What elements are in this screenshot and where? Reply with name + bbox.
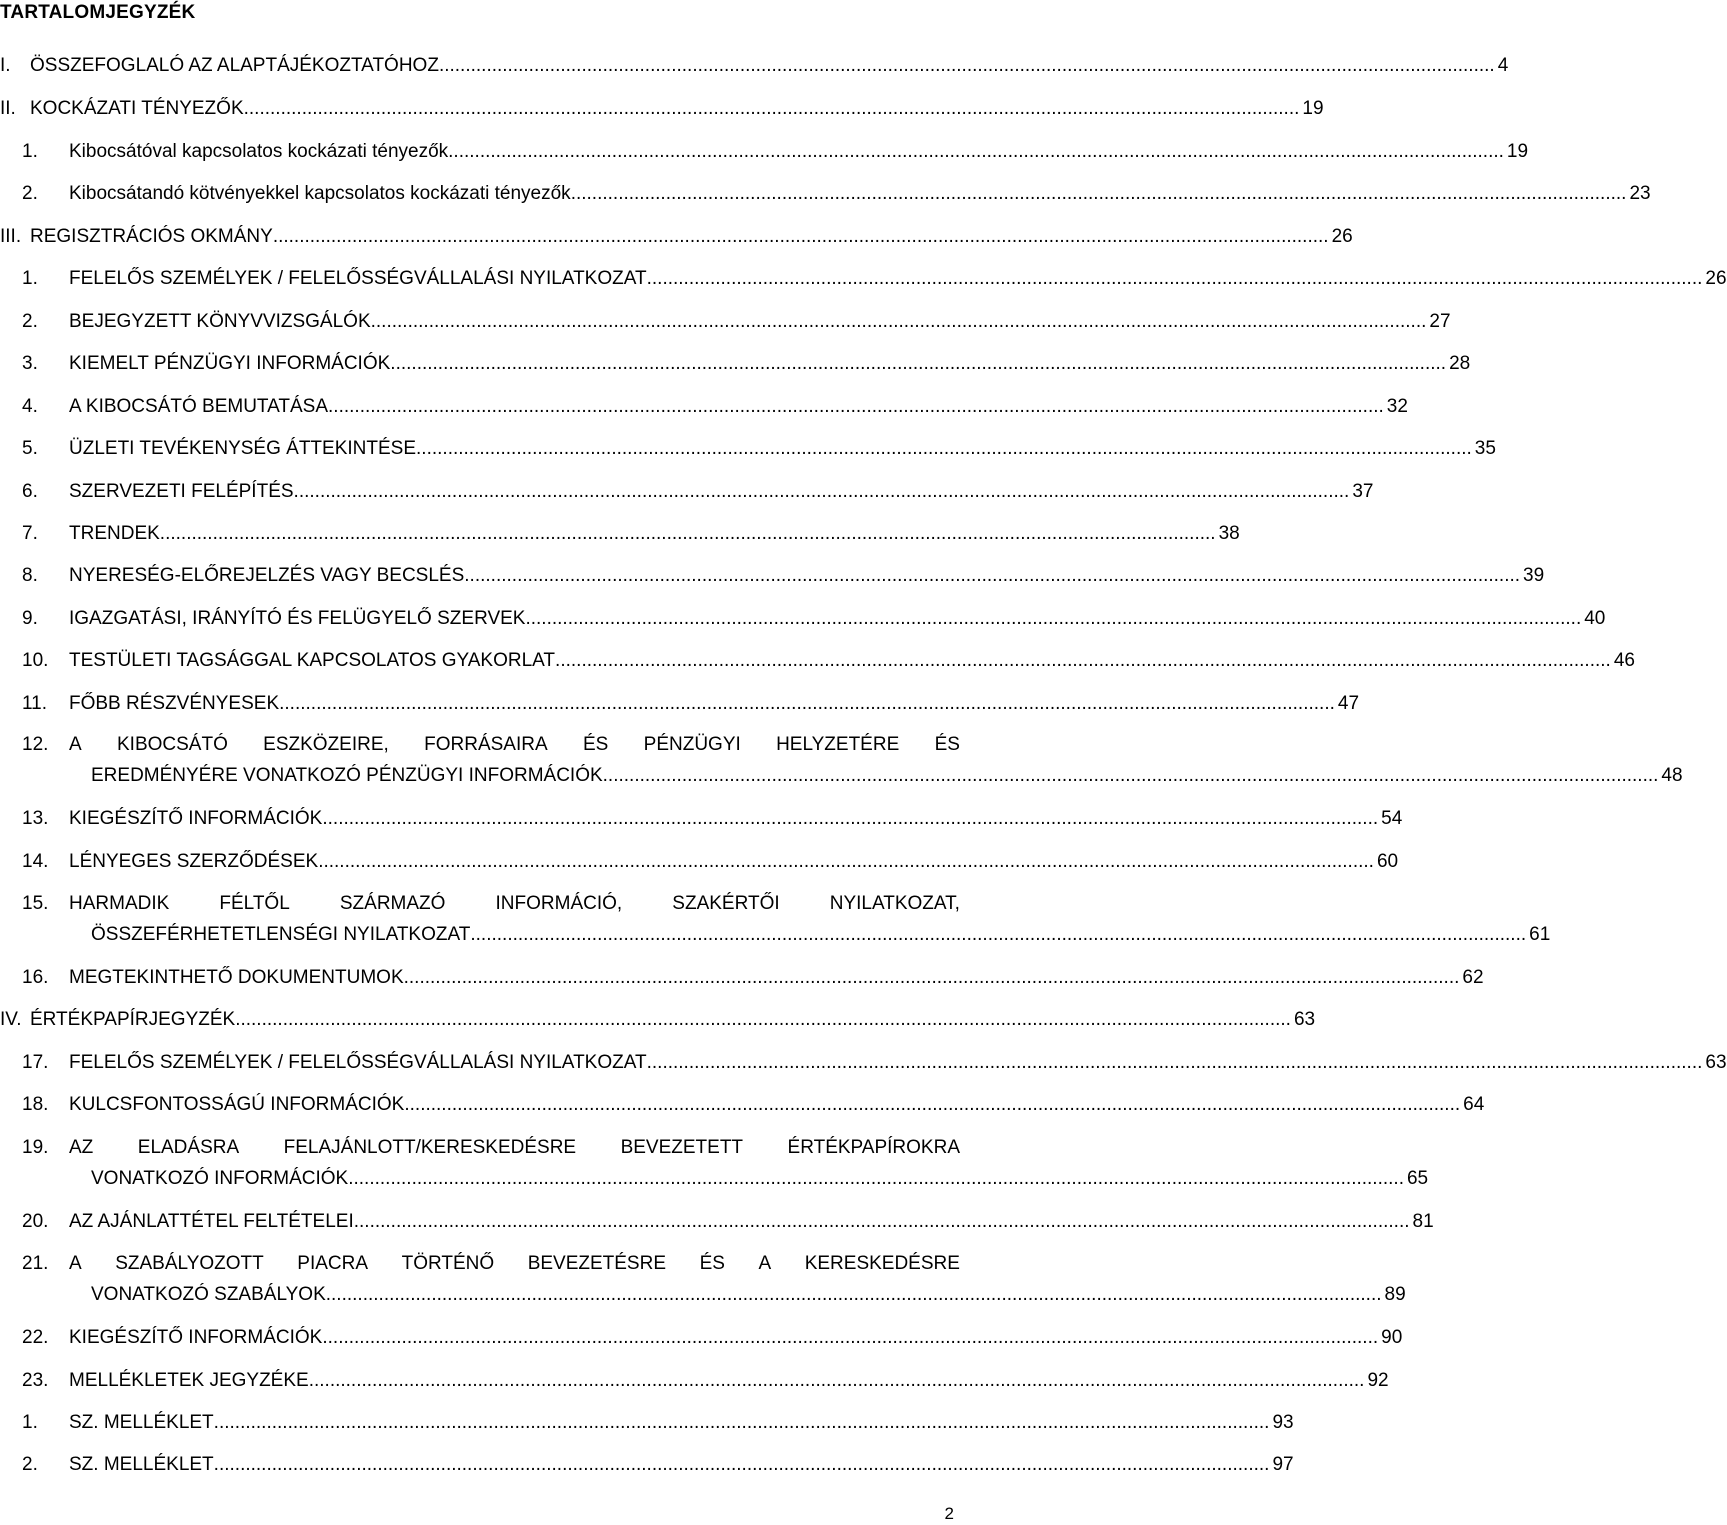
toc-entry-line	[0, 1167, 1429, 1191]
dot-leader: ........................................................................................................................................................................................................	[403, 967, 1460, 988]
dot-leader: ........................................................................................................................................................................................................	[438, 55, 1495, 76]
dot-leader: ........................................................................................................................................................................................................	[370, 311, 1427, 332]
toc-entry-line	[0, 607, 1606, 631]
toc-entry-page: 32	[1386, 396, 1408, 417]
toc-entry-title-continued: ÖSSZEFÉRHETETLENSÉGI NYILATKOZAT	[91, 924, 471, 945]
toc-entry-number: III.	[0, 226, 22, 247]
toc-entry-number: 14.	[22, 851, 49, 872]
dot-leader: ........................................................................................................................................................................................................	[322, 808, 1379, 829]
dot-leader: ........................................................................................................................................................................................................	[555, 650, 1611, 671]
toc-entry-number: 3.	[22, 353, 38, 374]
toc-entry-number: 2.	[22, 1454, 38, 1475]
toc-entry-line	[0, 54, 1509, 78]
toc-entry-line	[0, 225, 1353, 249]
toc-entry-page: 35	[1474, 438, 1496, 459]
toc-entry-number: 13.	[22, 808, 49, 829]
dot-leader: ........................................................................................................................................................................................................	[464, 565, 1521, 586]
toc-entry-title: SZ. MELLÉKLET	[69, 1412, 214, 1433]
toc-entry-page: 60	[1376, 851, 1399, 872]
toc-entry-line	[0, 395, 1408, 419]
dot-leader: ........................................................................................................................................................................................................	[328, 396, 1384, 417]
toc-entry-line	[0, 480, 1374, 504]
toc-entry-title: MELLÉKLETEK JEGYZÉKE	[69, 1370, 309, 1391]
toc-entry-title: AZ AJÁNLATTÉTEL FELTÉTELEI	[69, 1211, 354, 1232]
toc-entry-number: I.	[0, 55, 11, 76]
toc-entry-title: SZERVEZETI FELÉPÍTÉS	[69, 481, 294, 502]
dot-leader: ........................................................................................................................................................................................................	[416, 438, 1472, 459]
toc-entry-title: Kibocsátóval kapcsolatos kockázati tényezők	[69, 141, 449, 162]
toc-entry-page: 65	[1406, 1168, 1429, 1189]
toc-entry-line	[0, 352, 1471, 376]
page-number: 2	[944, 1504, 954, 1523]
toc-entry-title: A KIBOCSÁTÓ ESZKÖZEIRE, FORRÁSAIRA ÉS PÉNZÜGYI HELYZETÉRE ÉS	[69, 734, 960, 755]
toc-entry-number: 12.	[22, 734, 49, 755]
toc-entry-number: 16.	[22, 967, 49, 988]
toc-entry-number: 5.	[22, 438, 38, 459]
toc-entry-number: 15.	[22, 893, 49, 914]
toc-entry-line	[0, 310, 1451, 334]
toc-entry-number: 19.	[22, 1137, 49, 1158]
toc-entry-line	[0, 522, 1240, 546]
toc-entry-line	[0, 267, 1727, 291]
toc-entry-line	[0, 850, 1399, 874]
toc-entry-line	[0, 1283, 1406, 1307]
toc-entry-title: BEJEGYZETT KÖNYVVIZSGÁLÓK	[69, 311, 371, 332]
toc-entry-title-continued: VONATKOZÓ SZABÁLYOK	[91, 1284, 326, 1305]
toc-entry-title: AZ ELADÁSRA FELAJÁNLOTT/KERESKEDÉSRE BEVEZETETT ÉRTÉKPAPÍROKRA	[69, 1137, 960, 1158]
toc-entry-title: KULCSFONTOSSÁGÚ INFORMÁCIÓK	[69, 1094, 405, 1115]
toc-entry-page: 54	[1381, 808, 1403, 829]
toc-entry-line	[0, 1093, 1485, 1117]
toc-entry-page: 27	[1429, 311, 1451, 332]
toc-entry-page: 23	[1629, 183, 1651, 204]
dot-leader: ........................................................................................................................................................................................................	[272, 226, 1329, 247]
toc-entry-title: ÜZLETI TEVÉKENYSÉG ÁTTEKINTÉSE	[69, 438, 417, 459]
toc-entry-number: 1.	[22, 1412, 38, 1433]
toc-entry-line	[0, 437, 1496, 461]
dot-leader: ........................................................................................................................................................................................................	[646, 268, 1703, 289]
toc-entry-number: 21.	[22, 1253, 49, 1274]
toc-entry-line	[0, 807, 1403, 831]
dot-leader: ........................................................................................................................................................................................................	[404, 1094, 1461, 1115]
toc-entry-page: 90	[1381, 1327, 1403, 1348]
dot-leader: ........................................................................................................................................................................................................	[213, 1412, 1270, 1433]
toc-entry-title: REGISZTRÁCIÓS OKMÁNY	[30, 226, 273, 247]
toc-entry-title: A SZABÁLYOZOTT PIACRA TÖRTÉNŐ BEVEZETÉSRE ÉS A KERESKEDÉSRE	[69, 1253, 960, 1274]
toc-entry-line	[0, 649, 1635, 673]
dot-leader: ........................................................................................................................................................................................................	[602, 765, 1659, 786]
toc-entry-line	[0, 764, 1683, 788]
toc-entry-number: 20.	[22, 1211, 49, 1232]
dot-leader: ........................................................................................................................................................................................................	[322, 1327, 1379, 1348]
toc-entry-number: 1.	[22, 141, 38, 162]
toc-entry-title-continued: VONATKOZÓ INFORMÁCIÓK	[91, 1168, 349, 1189]
toc-entry-title: TESTÜLETI TAGSÁGGAL KAPCSOLATOS GYAKORLAT	[69, 650, 556, 671]
toc-entry-page: 48	[1661, 765, 1683, 786]
toc-entry-title: ÖSSZEFOGLALÓ AZ ALAPTÁJÉKOZTATÓHOZ	[30, 55, 439, 76]
dot-leader: ........................................................................................................................................................................................................	[325, 1284, 1382, 1305]
toc-entry-number: 9.	[22, 608, 38, 629]
dot-leader: ........................................................................................................................................................................................................	[570, 183, 1627, 204]
dot-leader: ........................................................................................................................................................................................................	[525, 608, 1582, 629]
toc-entry-page: 40	[1584, 608, 1606, 629]
toc-entry-page: 89	[1384, 1284, 1406, 1305]
toc-entry-line	[0, 1252, 960, 1276]
toc-entry-page: 47	[1337, 693, 1360, 714]
toc-entry-number: 1.	[22, 268, 38, 289]
toc-entry-line	[0, 1136, 960, 1160]
toc-entry-line	[0, 1051, 1727, 1075]
dot-leader: ........................................................................................................................................................................................................	[308, 1370, 1365, 1391]
dot-leader: ........................................................................................................................................................................................................	[213, 1454, 1270, 1475]
toc-entry-page: 81	[1412, 1211, 1434, 1232]
toc-entry-page: 93	[1272, 1412, 1294, 1433]
toc-entry-page: 63	[1293, 1009, 1316, 1030]
toc-entry-page: 38	[1218, 523, 1240, 544]
toc-entry-line	[0, 1326, 1403, 1350]
dot-leader: ........................................................................................................................................................................................................	[159, 523, 1216, 544]
toc-entry-number: 8.	[22, 565, 38, 586]
toc-entry-title: A KIBOCSÁTÓ BEMUTATÁSA	[69, 396, 329, 417]
toc-entry-page: 19	[1302, 98, 1324, 119]
toc-entry-line	[0, 182, 1651, 206]
toc-entry-page: 64	[1463, 1094, 1485, 1115]
dot-leader: ........................................................................................................................................................................................................	[318, 851, 1374, 872]
toc-entry-number: 2.	[22, 183, 38, 204]
toc-entry-number: 23.	[22, 1370, 49, 1391]
dot-leader: ........................................................................................................................................................................................................	[279, 693, 1335, 714]
toc-entry-number: 2.	[22, 311, 38, 332]
toc-entry-title: NYERESÉG-ELŐREJELZÉS VAGY BECSLÉS	[69, 565, 465, 586]
toc-entry-line	[0, 1369, 1389, 1393]
toc-entry-page: 61	[1529, 924, 1551, 945]
toc-entry-page: 62	[1462, 967, 1484, 988]
toc-entry-line	[0, 1411, 1294, 1435]
toc-entry-number: 10.	[22, 650, 49, 671]
toc-entry-title: LÉNYEGES SZERZŐDÉSEK	[69, 851, 319, 872]
toc-entry-number: 4.	[22, 396, 38, 417]
dot-leader: ........................................................................................................................................................................................................	[243, 98, 1300, 119]
dot-leader: ........................................................................................................................................................................................................	[470, 924, 1527, 945]
toc-entry-number: 6.	[22, 481, 38, 502]
toc-entry-number: 7.	[22, 523, 38, 544]
toc-entry-page: 28	[1449, 353, 1471, 374]
toc-entry-title: KIEGÉSZÍTŐ INFORMÁCIÓK	[69, 808, 323, 829]
toc-entry-number: 17.	[22, 1052, 49, 1073]
dot-leader: ........................................................................................................................................................................................................	[235, 1009, 1291, 1030]
dot-leader: ........................................................................................................................................................................................................	[353, 1211, 1410, 1232]
toc-entry-line	[0, 1453, 1294, 1477]
dot-leader: ........................................................................................................................................................................................................	[348, 1168, 1404, 1189]
toc-entry-page: 39	[1523, 565, 1545, 586]
toc-entry-page: 63	[1705, 1052, 1727, 1073]
toc-entry-page: 4	[1497, 55, 1509, 76]
toc-entry-line	[0, 97, 1324, 121]
dot-leader: ........................................................................................................................................................................................................	[390, 353, 1447, 374]
toc-entry-title: KIEGÉSZÍTŐ INFORMÁCIÓK	[69, 1327, 323, 1348]
toc-entry-page: 26	[1705, 268, 1727, 289]
toc-entry-page: 19	[1506, 141, 1529, 162]
toc-entry-title: TRENDEK	[69, 523, 160, 544]
toc-entry-title: FŐBB RÉSZVÉNYESEK	[69, 693, 280, 714]
toc-entry-page: 37	[1352, 481, 1374, 502]
toc-entry-title: FELELŐS SZEMÉLYEK / FELELŐSSÉGVÁLLALÁSI NYILATKOZAT	[69, 268, 647, 289]
toc-entry-title: KOCKÁZATI TÉNYEZŐK	[30, 98, 244, 119]
toc-entry-title-continued: EREDMÉNYÉRE VONATKOZÓ PÉNZÜGYI INFORMÁCIÓK	[91, 765, 603, 786]
toc-entry-line	[0, 692, 1360, 716]
toc-entry-page: 26	[1331, 226, 1353, 247]
toc-entry-line	[0, 564, 1545, 588]
toc-entry-title: SZ. MELLÉKLET	[69, 1454, 214, 1475]
toc-entry-title: Kibocsátandó kötvényekkel kapcsolatos kockázati tényezők	[69, 183, 571, 204]
toc-entry-title: ÉRTÉKPAPÍRJEGYZÉK	[30, 1009, 236, 1030]
toc-title: TARTALOMJEGYZÉK	[0, 2, 196, 23]
toc-entry-number: II.	[0, 98, 16, 119]
toc-entry-title: KIEMELT PÉNZÜGYI INFORMÁCIÓK	[69, 353, 391, 374]
toc-entry-number: IV.	[0, 1009, 22, 1030]
dot-leader: ........................................................................................................................................................................................................	[448, 141, 1504, 162]
toc-entry-line	[0, 140, 1529, 164]
toc-entry-line	[0, 966, 1484, 990]
toc-entry-line	[0, 923, 1551, 947]
dot-leader: ........................................................................................................................................................................................................	[646, 1052, 1703, 1073]
toc-entry-line	[0, 1008, 1316, 1032]
toc-entry-title: HARMADIK FÉLTŐL SZÁRMAZÓ INFORMÁCIÓ, SZAKÉRTŐI NYILATKOZAT,	[69, 893, 960, 914]
toc-entry-page: 92	[1367, 1370, 1389, 1391]
toc-entry-page: 97	[1272, 1454, 1294, 1475]
toc-entry-title: IGAZGATÁSI, IRÁNYÍTÓ ÉS FELÜGYELŐ SZERVEK	[69, 608, 526, 629]
toc-entry-line	[0, 892, 960, 916]
toc-entry-number: 18.	[22, 1094, 49, 1115]
toc-entry-title: MEGTEKINTHETŐ DOKUMENTUMOK	[69, 967, 404, 988]
toc-entry-page: 46	[1613, 650, 1635, 671]
toc-entry-number: 11.	[22, 693, 48, 714]
toc-entry-number: 22.	[22, 1327, 49, 1348]
dot-leader: ........................................................................................................................................................................................................	[293, 481, 1350, 502]
toc-entry-line	[0, 733, 960, 757]
toc-entry-title: FELELŐS SZEMÉLYEK / FELELŐSSÉGVÁLLALÁSI NYILATKOZAT	[69, 1052, 647, 1073]
toc-entry-line	[0, 1210, 1434, 1234]
